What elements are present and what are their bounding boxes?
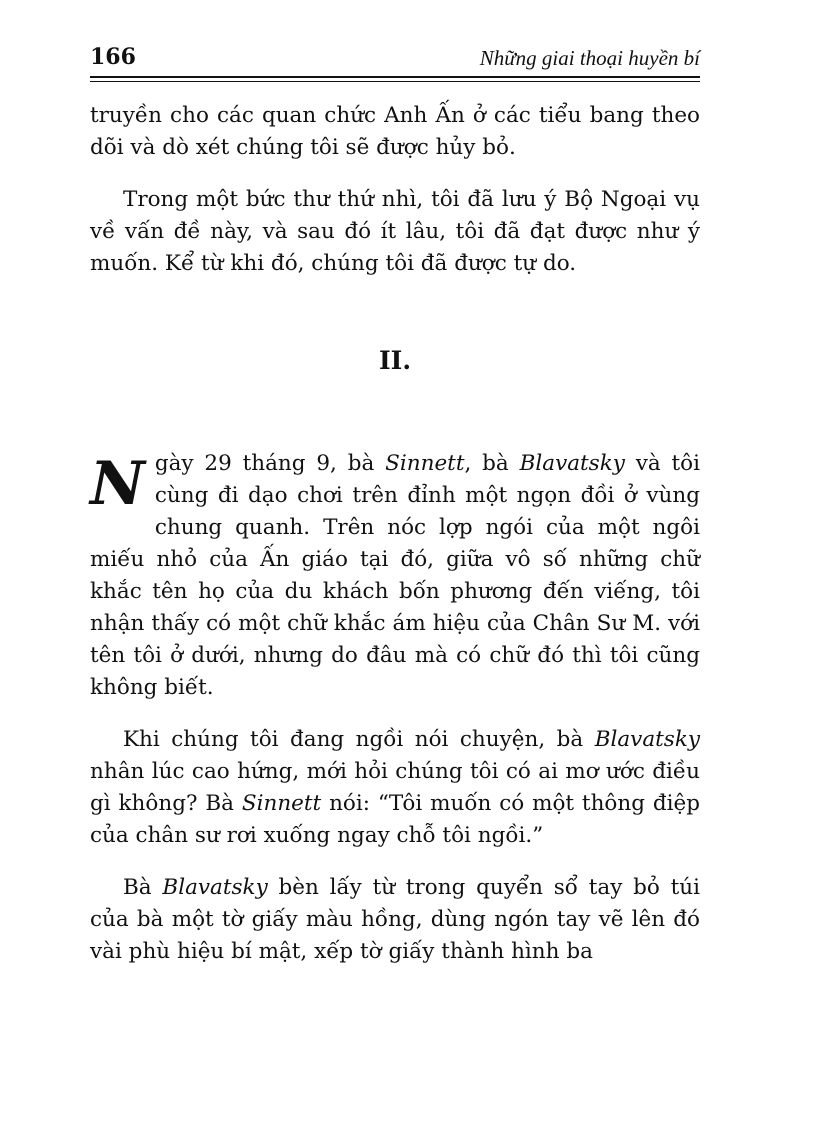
paragraph: truyền cho các quan chức Anh Ấn ở các tiểu bang theo dõi và dò xét chúng tôi sẽ được hủy bỏ.	[90, 103, 700, 160]
paragraph: Trong một bức thư thứ nhì, tôi đã lưu ý Bộ Ngoại vụ về vấn đề này, và sau đó ít lâu, tôi đã đạt được như ý muốn. Kể từ khi đó, chúng tôi đã được tự do.	[90, 187, 700, 276]
text-run: nói: “Tôi muốn có một thông điệp của chân sư rơi xuống ngay chỗ tôi ngồi.”	[90, 791, 700, 848]
page-header	[90, 44, 700, 76]
section-one	[90, 100, 700, 280]
section-heading: II.	[378, 346, 412, 375]
text-run: bèn lấy từ trong quyển sổ tay bỏ túi của bà một tờ giấy màu hồng, dùng ngón tay vẽ lên đó vài phù hiệu bí mật, xếp tờ giấy thành hình ba	[90, 875, 700, 964]
text-italic: Blavatsky	[162, 875, 268, 900]
drop-cap: N	[90, 449, 145, 519]
section-two	[90, 448, 700, 968]
text-run: Khi chúng tôi đang ngồi nói chuyện, bà	[123, 727, 595, 752]
header-rule-thick	[90, 76, 700, 78]
running-title: Những giai thoại huyền bí	[479, 46, 700, 70]
text-run: Bà	[123, 875, 163, 900]
text-run: nhân lúc cao hứng, mới hỏi chúng tôi có ai mơ ước điều gì không? Bà	[90, 759, 700, 816]
text-italic: Blavatsky	[594, 727, 700, 752]
text-italic: Sinnett	[241, 791, 322, 816]
text-run: gày 29 tháng 9, bà	[154, 451, 386, 476]
text-run: , bà	[464, 451, 520, 476]
header-rule-thin	[90, 81, 700, 82]
paragraph	[90, 448, 700, 704]
paragraph	[90, 872, 700, 968]
page-number: 166	[90, 44, 136, 70]
text-italic: Blavatsky	[519, 451, 625, 476]
text-italic: Sinnett	[385, 451, 465, 476]
paragraph	[90, 724, 700, 852]
text-run: và tôi cùng đi dạo chơi trên đỉnh một ngọn đồi ở vùng chung quanh. Trên nóc lợp ngói của một ngôi miếu nhỏ của Ấn giáo tại đó, giữa vô số những chữ khắc tên họ của du khách bốn phương đến viếng, tôi nhận thấy có một chữ khắc ám hiệu của Chân Sư M. với tên tôi ở dưới, nhưng do đâu mà có chữ đó thì tôi cũng không biết.	[90, 451, 701, 700]
